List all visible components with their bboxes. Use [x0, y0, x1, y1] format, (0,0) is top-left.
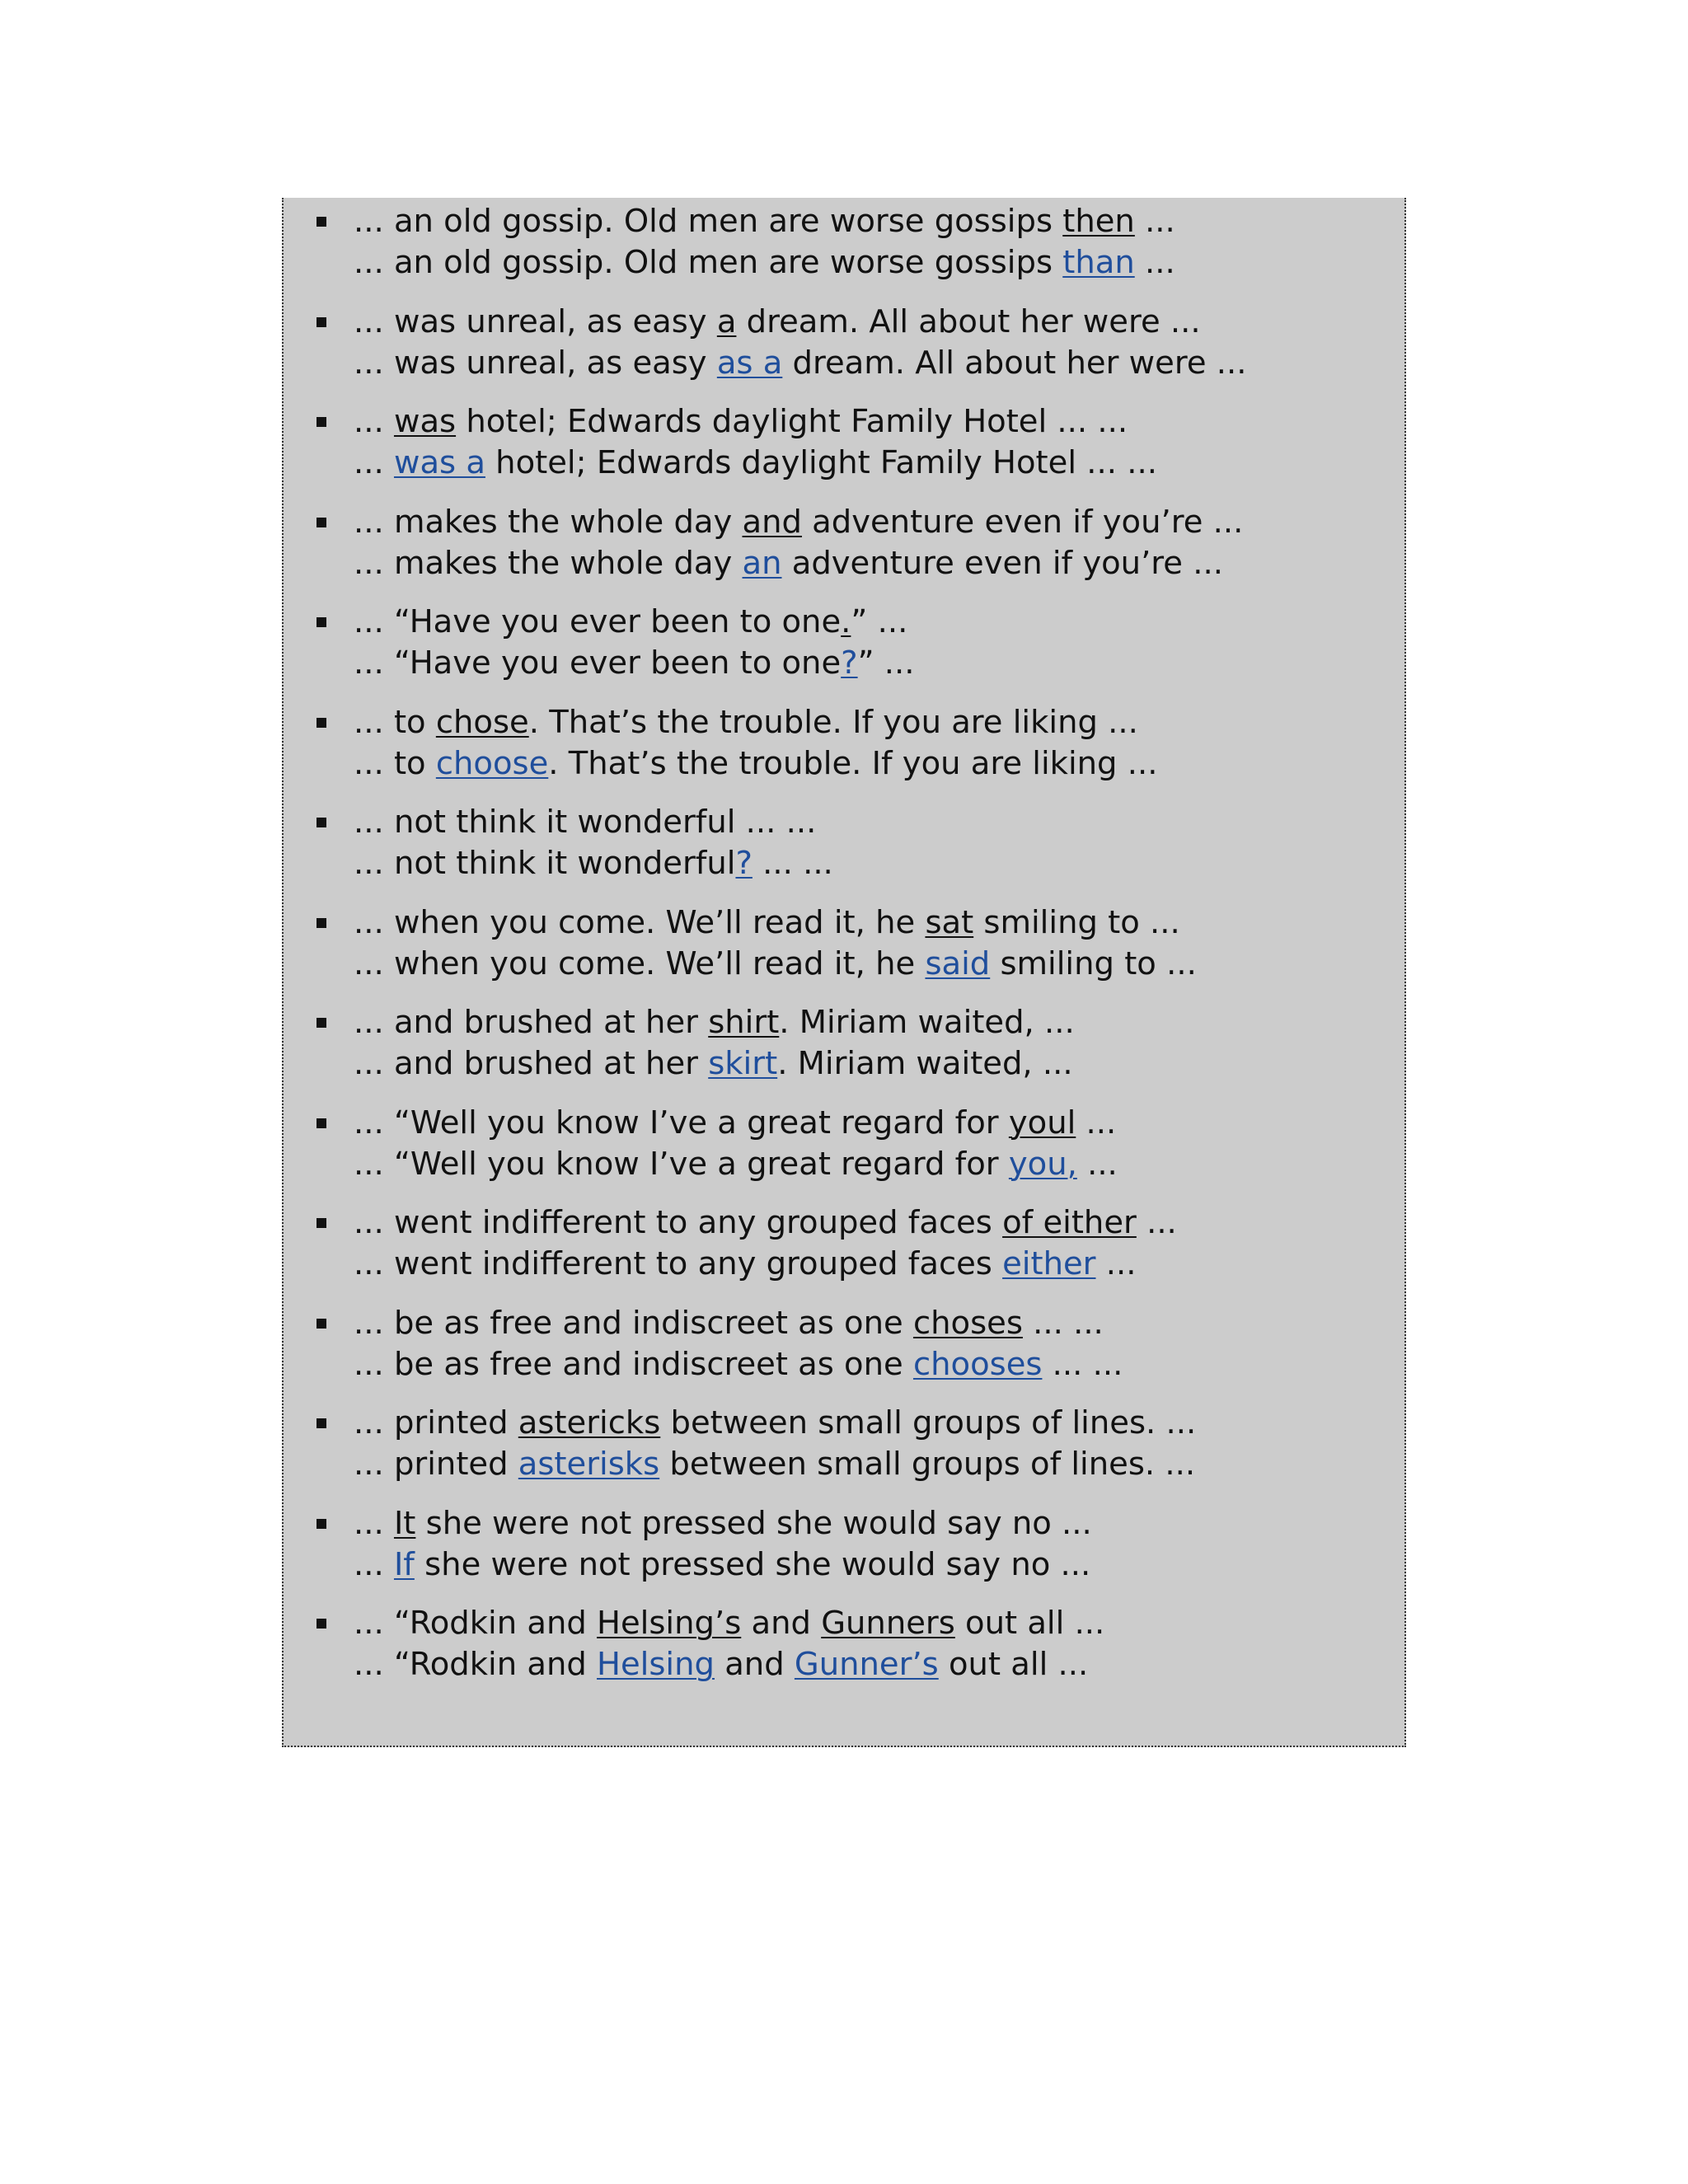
- bullet-icon: [316, 1418, 326, 1428]
- errata-box: [282, 198, 1406, 1747]
- errata-item: [284, 198, 1404, 298]
- error-word: choses: [912, 1304, 1023, 1342]
- error-word: was: [393, 403, 457, 440]
- original-line: ... an old gossip. Old men are worse gossips then ...: [354, 203, 1175, 240]
- error-word: It: [393, 1504, 416, 1542]
- correction-link[interactable]: ?: [735, 845, 753, 882]
- errata-item: [284, 799, 1404, 899]
- corrected-line: ... when you come. We’ll read it, he said smiling to ...: [354, 944, 1197, 982]
- corrected-line: ... If she were not pressed she would say no ...: [354, 1545, 1091, 1583]
- bullet-icon: [316, 1118, 326, 1128]
- correction-link[interactable]: choose: [435, 744, 549, 782]
- errata-item: [284, 999, 1404, 1099]
- bullet-icon: [316, 1619, 326, 1629]
- original-line: ... be as free and indiscreet as one choses ... ...: [354, 1304, 1104, 1342]
- errata-item: [284, 1500, 1404, 1601]
- corrected-line: ... was unreal, as easy as a dream. All about her were ...: [354, 344, 1247, 382]
- original-line: ... makes the whole day and adventure even if you’re ...: [354, 503, 1244, 541]
- errata-item: [284, 298, 1404, 399]
- errata-item: [284, 1399, 1404, 1500]
- original-line: ... It she were not pressed she would say no ...: [354, 1504, 1092, 1542]
- bullet-icon: [316, 317, 326, 327]
- corrected-line: ... was a hotel; Edwards daylight Family Hotel ... ...: [354, 444, 1157, 481]
- errata-item: [284, 1199, 1404, 1300]
- original-line: ... went indifferent to any grouped faces of either ...: [354, 1204, 1177, 1241]
- corrected-line: ... went indifferent to any grouped faces either ...: [354, 1245, 1137, 1282]
- original-line: ... “Rodkin and Helsing’s and Gunners out all ...: [354, 1605, 1105, 1642]
- error-word: a: [716, 302, 737, 340]
- original-line: ... was unreal, as easy a dream. All about her were ...: [354, 302, 1201, 340]
- correction-link[interactable]: an: [742, 544, 782, 582]
- bullet-icon: [316, 1218, 326, 1228]
- bullet-icon: [316, 818, 326, 827]
- bullet-icon: [316, 1018, 326, 1028]
- correction-link[interactable]: chooses: [912, 1345, 1043, 1383]
- corrected-line: ... and brushed at her skirt. Miriam waited, ...: [354, 1045, 1073, 1082]
- corrected-line: ... “Rodkin and Helsing and Gunner’s out all ...: [354, 1646, 1089, 1683]
- correction-link[interactable]: than: [1062, 244, 1135, 281]
- bullet-icon: [316, 1319, 326, 1329]
- correction-link[interactable]: ?: [841, 644, 858, 682]
- original-line: ... printed astericks between small groups of lines. ...: [354, 1404, 1197, 1441]
- bullet-icon: [316, 217, 326, 227]
- errata-item: [284, 899, 1404, 1000]
- bullet-icon: [316, 918, 326, 928]
- errata-item: [284, 1600, 1404, 1700]
- corrected-line: ... to choose. That’s the trouble. If you are liking ...: [354, 744, 1158, 782]
- correction-link[interactable]: asterisks: [518, 1446, 660, 1483]
- correction-link[interactable]: you,: [1008, 1145, 1077, 1183]
- error-word: .: [841, 603, 851, 640]
- correction-link[interactable]: Gunner’s: [794, 1646, 939, 1683]
- error-word: astericks: [518, 1404, 661, 1441]
- error-word: shirt: [708, 1004, 780, 1041]
- errata-list: [284, 198, 1404, 1700]
- bullet-icon: [316, 617, 326, 627]
- correction-link[interactable]: skirt: [708, 1045, 778, 1082]
- corrected-line: ... an old gossip. Old men are worse gossips than ...: [354, 244, 1175, 281]
- correction-link[interactable]: If: [393, 1545, 415, 1583]
- errata-item: [284, 499, 1404, 599]
- original-line: ... and brushed at her shirt. Miriam waited, ...: [354, 1004, 1075, 1041]
- original-line: ... when you come. We’ll read it, he sat smiling to ...: [354, 903, 1180, 941]
- error-word: and: [742, 503, 802, 541]
- errata-item: [284, 398, 1404, 499]
- correction-link[interactable]: as a: [716, 344, 783, 382]
- correction-link[interactable]: was a: [393, 444, 485, 481]
- corrected-line: ... makes the whole day an adventure even if you’re ...: [354, 544, 1223, 582]
- original-line: ... to chose. That’s the trouble. If you are liking ...: [354, 703, 1138, 741]
- corrected-line: ... be as free and indiscreet as one chooses ... ...: [354, 1345, 1123, 1383]
- error-word: Helsing’s: [597, 1605, 742, 1642]
- error-word: sat: [925, 903, 974, 941]
- bullet-icon: [316, 417, 326, 427]
- original-line: ... was hotel; Edwards daylight Family Hotel ... ...: [354, 403, 1128, 440]
- bullet-icon: [316, 1519, 326, 1529]
- corrected-line: ... not think it wonderful? ... ...: [354, 845, 833, 882]
- error-word: Gunners: [821, 1605, 955, 1642]
- original-line: ... “Have you ever been to one.” ...: [354, 603, 908, 640]
- corrected-line: ... “Well you know I’ve a great regard for you, ...: [354, 1145, 1118, 1183]
- errata-item: [284, 699, 1404, 799]
- bullet-icon: [316, 518, 326, 527]
- correction-link[interactable]: either: [1002, 1245, 1096, 1282]
- corrected-line: ... “Have you ever been to one?” ...: [354, 644, 915, 682]
- error-word: youl: [1008, 1104, 1076, 1141]
- corrected-line: ... printed asterisks between small groups of lines. ...: [354, 1446, 1196, 1483]
- correction-link[interactable]: said: [925, 944, 991, 982]
- errata-item: [284, 598, 1404, 699]
- correction-link[interactable]: Helsing: [597, 1646, 715, 1683]
- bullet-icon: [316, 718, 326, 728]
- error-word: then: [1062, 203, 1135, 240]
- error-word: chose: [435, 703, 529, 741]
- errata-item: [284, 1099, 1404, 1200]
- original-line: ... not think it wonderful ... ...: [354, 804, 817, 841]
- original-line: ... “Well you know I’ve a great regard for youl ...: [354, 1104, 1117, 1141]
- errata-item: [284, 1300, 1404, 1400]
- error-word: of either: [1002, 1204, 1137, 1241]
